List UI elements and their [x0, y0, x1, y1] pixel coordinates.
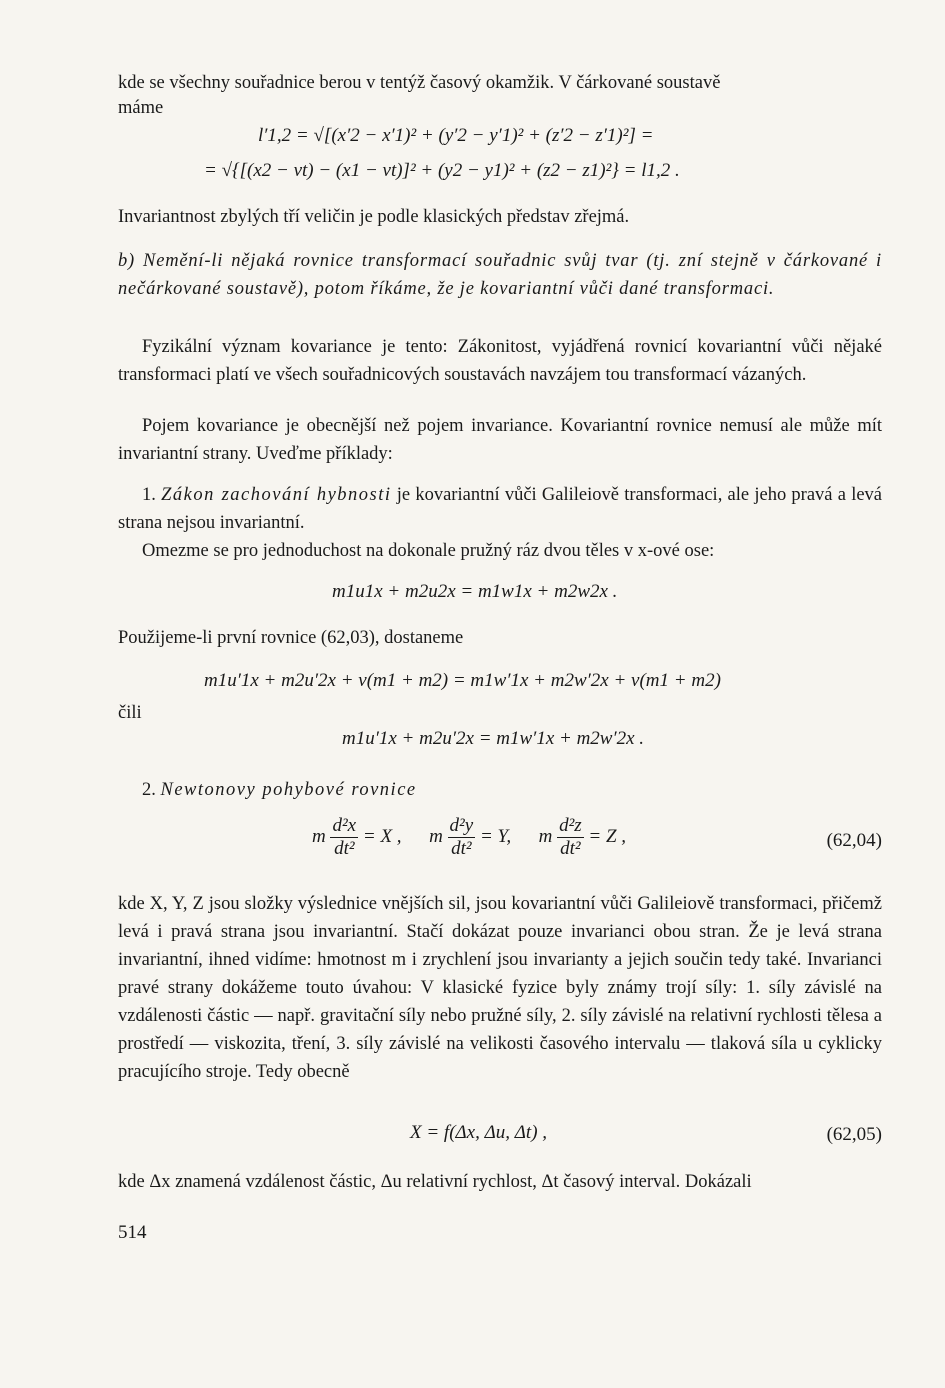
item-1-number: 1. [142, 485, 156, 505]
paragraph-physical-meaning: Fyzikální význam kovariance je tento: Zákonitost, vyjádřená rovnicí kovariantní vůči nějaké transformaci platí ve všech souřadnicových soustavách navzájem tou transformací vázaných. [118, 337, 882, 385]
fraction-x [330, 815, 358, 860]
paragraph-last: kde Δx znamená vzdálenost částic, Δu relativní rychlost, Δt časový interval. Dokázali [118, 1172, 752, 1192]
item-2-number: 2. [142, 780, 156, 800]
word-cili: čili [118, 703, 142, 723]
paragraph-b: b) Nemění-li nějaká rovnice transformací souřadnic svůj tvar (tj. zní stejně v čárkované i nečárkované soustavě), potom říkáme, že je kovariantní vůči dané transformaci. [118, 251, 882, 299]
equation-newton [312, 815, 626, 860]
equation-final: m1u′1x + m2u′2x = m1w′1x + m2w′2x . [342, 728, 645, 749]
equation-number-62-04: (62,04) [826, 830, 882, 851]
item-1-text: je kovariantní vůči Galileiově transformaci, ale jeho pravá a levá strana nejsou invariantní. [118, 485, 883, 533]
newton-m-1: m [312, 825, 326, 847]
intro-line-2: máme [118, 98, 164, 118]
fraction-x-numerator: d²x [332, 815, 357, 836]
equation-transformed: m1u′1x + m2u′2x + v(m1 + m2) = m1w′1x + m2w′2x + v(m1 + m2) [204, 670, 721, 691]
equation-length-1: l′1,2 = √[(x′2 − x′1)² + (y′2 − y′1)² + (z′2 − z′1)²] = [258, 125, 654, 146]
paragraph-concept: Pojem kovariance je obecnější než pojem invariance. Kovariantní rovnice nemusí ale může mít invariantní strany. Uveďme příklady: [118, 416, 882, 464]
paragraph-forces: kde X, Y, Z jsou složky výslednice vnějších sil, jsou kovariantní vůči Galileiově transformaci, přičemž levá i pravá strana jsou invariantní. Stačí dokázat pouze invarianci obou stran. Že je levá strana invariantní, ihned vidíme: hmotnost m i zrychlení jsou invarianty a jejich součin tedy také. Invarianci pravé strany dokážeme touto úvahou: V klasické fyzice byly známy trojí síly: 1. síly závislé na vzdálenosti částic — např. gravitační síly nebo pružné síly, 2. síly závislé na relativní rychlosti tělesa a prostředí — viskozita, tření, 3. síly závislé na velikosti časového intervalu — tlaková síla u cyklicky pracujícího stroje. Tedy obecně [118, 894, 882, 1082]
paragraph-using: Použijeme-li první rovnice (62,03), dostaneme [118, 628, 464, 648]
fraction-z-denominator: dt² [560, 838, 581, 859]
item-1 [118, 481, 882, 537]
equation-momentum: m1u1x + m2u2x = m1w1x + m2w2x . [332, 581, 618, 602]
newton-rhs-y: = Y, [479, 825, 512, 847]
fraction-y-numerator: d²y [449, 815, 474, 836]
fraction-x-denominator: dt² [334, 838, 355, 859]
intro-line-1: kde se všechny souřadnice berou v tentýž časový okamžik. V čárkované soustavě [118, 73, 721, 93]
item-2-title: Newtonovy pohybové rovnice [160, 780, 417, 800]
equation-force: X = f(Δx, Δu, Δt) , [410, 1122, 548, 1143]
fraction-y [448, 815, 476, 860]
newton-m-3: m [538, 825, 553, 847]
item-2 [142, 777, 417, 803]
item-1-title: Zákon zachování hybnosti [161, 485, 392, 505]
invariance-sentence: Invariantnost zbylých tří veličin je podle klasických představ zřejmá. [118, 207, 630, 227]
fraction-y-denominator: dt² [451, 838, 472, 859]
equation-number-62-05: (62,05) [826, 1124, 882, 1145]
fraction-z-numerator: d²z [559, 815, 582, 836]
newton-m-2: m [429, 825, 443, 847]
paragraph-restrict: Omezme se pro jednoduchost na dokonale pružný ráz dvou těles v x-ové ose: [142, 541, 715, 561]
equation-length-2: = √{[(x2 − vt) − (x1 − vt)]² + (y2 − y1)² + (z2 − z1)²} = l1,2 . [204, 160, 680, 181]
newton-rhs-z: = Z , [588, 825, 627, 847]
newton-rhs-x: = X , [362, 825, 402, 847]
page-number: 514 [118, 1222, 147, 1243]
fraction-z [557, 815, 584, 860]
